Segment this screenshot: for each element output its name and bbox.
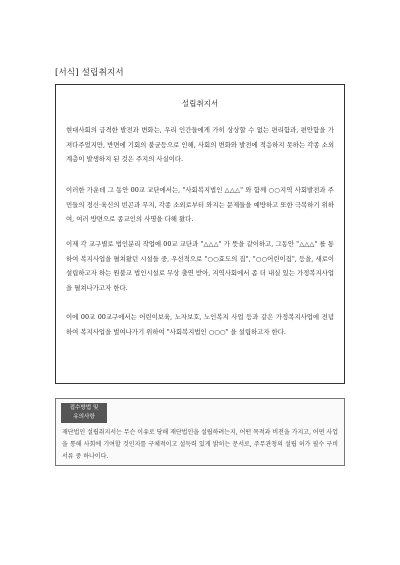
paragraph-1: 현대사회의 급격한 발전과 변화는, 우리 인간들에게 가히 상상할 수 없는 편리함과, 편안함을 가져다주었지만, 반면에 기회의 불균등으로 인해, 사회의 변화와 발전에 적응하지 못하는 각종 소외계층이 발생하지 된 것은 주지의 사실이다. [66,126,334,163]
paragraph-2: 이러한 가운데 그 동안 00교 교단에서는, "사회복지법인 △△△" 와 함께 ○○지역 사회발전과 주민들의 정신·육신의 빈곤과 무지, 각종 소외로부터 와지는 문제들을 예방하고 또한 극복하기 위하여, 여러 방면으로 종교인의 사명을 다해 왔다. [66,186,334,223]
notice-tab-line-1: 접수방법 및 [69,405,99,411]
notice-box [55,398,345,466]
notice-tab [61,403,107,423]
document-title: 설립취지서 [181,99,219,108]
paragraph-4: 이에 00교 00교구에서는 어린이보육, 노자보호, 노인복지 사업 등과 같은 가정복지사업에 전념하여 복지사업을 벌여나가기 위하여 "사회복지법인 ○○○" 을 설립하고자 한다. [66,313,334,336]
notice-text: 재단법인 설립취지서는 무슨 이유로 당해 재단법인을 설립하려는지, 어떤 목적과 비전을 가지고, 어떤 사업을 통해 사회에 기여할 것인지를 구체적이고 설득력 있게 밝히는 문서로, 주무관청의 설립 허가 필수 구비서류 중 하나이다. [62,429,338,460]
notice-tab-line-2: 유의사항 [73,414,95,420]
form-label: [서식] 설립취지서 [55,68,124,78]
document-frame [55,84,345,384]
paragraph-3: 이제 각 교구별로 법인분리 작업에 00교 교단과 "△△△" 가 뜻을 같이하고, 그동안 "△△△" 를 통하여 복지사업을 펼쳐왔던 시설들 중, 우선적으로 "○○효도의 집", "○○어린이집", 등을, 새로이 설립하고자 하는 원불교 법인시설로 무상 출연 받아, 지역사회에서 좀 더 내실 있는 가정복지사업을 펼쳐나가고자 한다. [66,240,334,292]
